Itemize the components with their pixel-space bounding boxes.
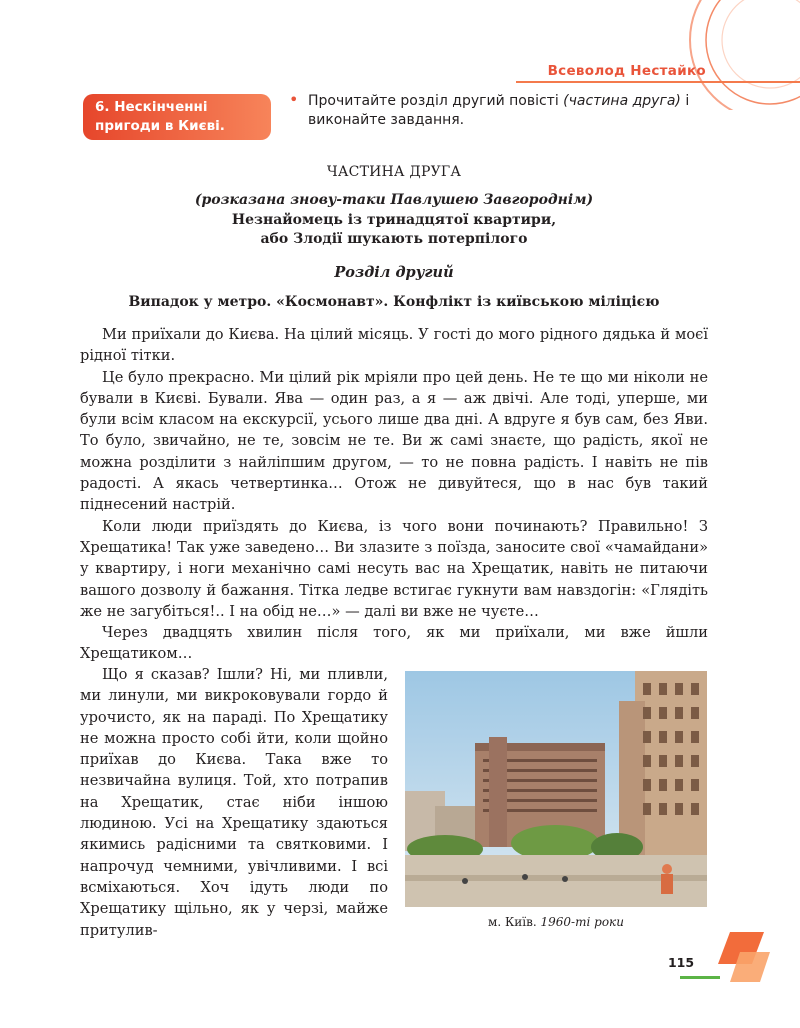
task-text-before: Прочитайте розділ другий повісті: [308, 93, 564, 109]
photo-caption-italic: 1960-ті роки: [540, 915, 624, 929]
part-subtitle-line1: Незнайомець із тринадцятої квартири,: [231, 212, 557, 228]
task-instruction: [308, 92, 708, 130]
task-bullet-icon: •: [289, 90, 299, 109]
part-subtitle: [80, 211, 708, 249]
paragraph: Що я сказав? Ішли? Ні, ми пливли, ми линули, ми викроковували гордо й урочисто, як на параді. По Хрещатику не можна просто собі йти, коли щойно приїхав до Києва. Така вже то незвичайна вулиця. Той, хто потрапив на Хрещатик, стає ніби іншою людиною. Усі на Хрещатику здаються якимись радісними та святковими. І напрочуд чемними, увічливими. І всі всміхаються. Хоч ідуть люди по Хрещатику щільно, як у черзі, майже притулив-: [80, 666, 388, 939]
chapter-subtitle: Випадок у метро. «Космонавт». Конфлікт із київською міліцією: [128, 294, 660, 310]
section-badge-line1: 6. Нескінченні: [95, 99, 208, 115]
section-badge-line2: пригоди в Києві.: [95, 118, 225, 134]
khreshchatyk-photo: [405, 671, 707, 907]
paragraph: Коли люди приїздять до Києва, із чого вони починають? Правильно! З Хрещатика! Так уже заведено… Ви злазите з поїзда, заносите свої «чамайдани» у квартиру, і ноги механічно самі несуть вас на Хрещатик, навіть не питаючи вашого дозволу й бажання. Тітка ледве встигає гукнути вам навздогін: «Глядіть же не загубіться!.. І на обід не…» — далі ви вже не чуєте…: [80, 517, 708, 620]
body-text-narrow-column: [80, 664, 388, 941]
task-text-italic: (частина друга): [563, 93, 681, 109]
page-number: 115: [667, 955, 695, 970]
chapter-title: Розділ другий: [334, 264, 454, 281]
part-title: ЧАСТИНА ДРУГА: [326, 164, 462, 180]
paragraph: Це було прекрасно. Ми цілий рік мріяли про цей день. Не те що ми ніколи не бували в Києві. Бували. Ява — один раз, а я — аж двічі. Але тоді, уперше, ми були всім класом на екскурсії, усього лише два дні. А вдруге я був сам, без Яви. То було, звичайно, не те, зовсім не те. Ви ж самі знаєте, що радість, якої не можна розділити з найліпшим другом, — то не повна радість. І навіть не пів радості. А якась четвертинка… Отож не дивуйтеся, що в нас був такий піднесений настрій.: [80, 368, 708, 514]
section-badge: [83, 94, 271, 140]
paragraph: Через двадцять хвилин після того, як ми приїхали, ми вже йшли Хрещатиком…: [80, 624, 708, 663]
paragraph: Ми приїхали до Києва. На цілий місяць. У гості до мого рідного дядька й моєї рідної тітки.: [80, 326, 708, 365]
part-subtitle-line2: або Злодії шукають потерпілого: [260, 231, 528, 247]
header-divider: [516, 81, 800, 83]
body-text-full-width: [80, 324, 708, 665]
task-text-after: і виконайте завдання.: [308, 93, 690, 128]
part-subtitle-italic: (розказана знову-таки Павлушею Завгороднім): [194, 192, 594, 208]
running-header-author: Всеволод Нестайко: [547, 63, 706, 79]
photo-caption: [405, 915, 707, 929]
footer-decorative-shapes: [712, 930, 772, 985]
photo-caption-prefix: м. Київ.: [488, 915, 541, 929]
